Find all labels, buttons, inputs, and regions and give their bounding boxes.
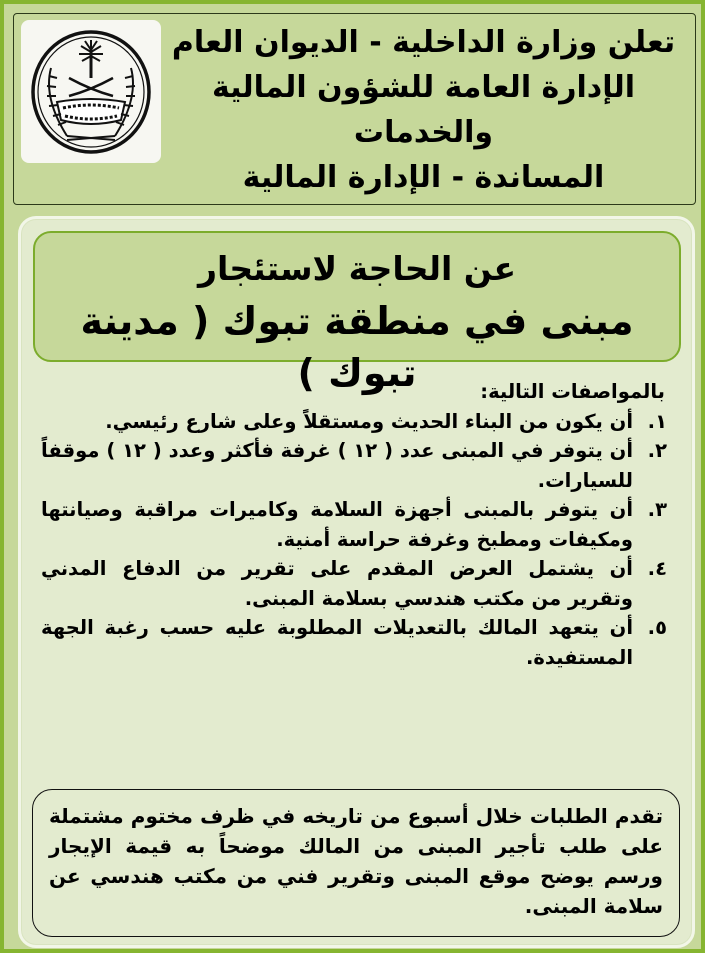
header-line-2: الإدارة العامة للشؤون المالية والخدمات (211, 70, 636, 150)
ministry-emblem-icon (21, 20, 161, 163)
spec-text: أن يكون من البناء الحديث ومستقلاً وعلى شارع رئيسي. (105, 409, 633, 433)
header-line-3: المساندة - الإدارة المالية (242, 160, 605, 195)
specs-intro: بالمواصفات التالية: (480, 380, 665, 403)
spec-number: ٥. (647, 616, 667, 639)
spec-text: أن يتعهد المالك بالتعديلات المطلوبة عليه حسب رغبة الجهة المستفيدة. (41, 616, 633, 669)
spec-item-2 (41, 436, 671, 495)
header-line-1: تعلن وزارة الداخلية - الديوان العام (171, 25, 676, 60)
content-panel (18, 216, 695, 948)
submission-note-box (32, 789, 680, 937)
title-line-1: عن الحاجة لاستئجار (197, 249, 517, 288)
submission-note-text: تقدم الطلبات خلال أسبوع من تاريخه في ظرف مختوم مشتملة على طلب تأجير المبنى من المالك موضحاً به قيمة الإيجار ورسم يوضح موقع المبنى وتقرير فني من مكتب هندسي عن سلامة المبنى. (49, 804, 663, 918)
specifications-list (41, 377, 671, 672)
spec-text: أن يشتمل العرض المقدم على تقرير من الدفاع المدني وتقرير من مكتب هندسي بسلامة المبنى. (41, 557, 633, 610)
emblem-icon (27, 28, 155, 156)
title-line-2: مبنى في منطقة تبوك ( مدينة تبوك ) (80, 299, 634, 395)
spec-text: أن يتوفر بالمبنى أجهزة السلامة وكاميرات مراقبة وصيانتها ومكيفات ومطبخ وغرفة حراسة أمنية. (41, 498, 633, 551)
spec-item-5 (41, 613, 671, 672)
spec-number: ٣. (647, 498, 667, 521)
header-title (166, 20, 681, 200)
spec-number: ١. (647, 409, 667, 433)
spec-item-1 (41, 407, 671, 437)
header-box (13, 13, 696, 205)
spec-item-3 (41, 495, 671, 554)
spec-item-4 (41, 554, 671, 613)
spec-number: ٤. (647, 557, 667, 580)
spec-text: أن يتوفر في المبنى عدد ( ١٢ ) غرفة فأكثر وعدد ( ١٢ ) موقفاً للسيارات. (41, 439, 634, 492)
spec-number: ٢. (647, 439, 667, 462)
